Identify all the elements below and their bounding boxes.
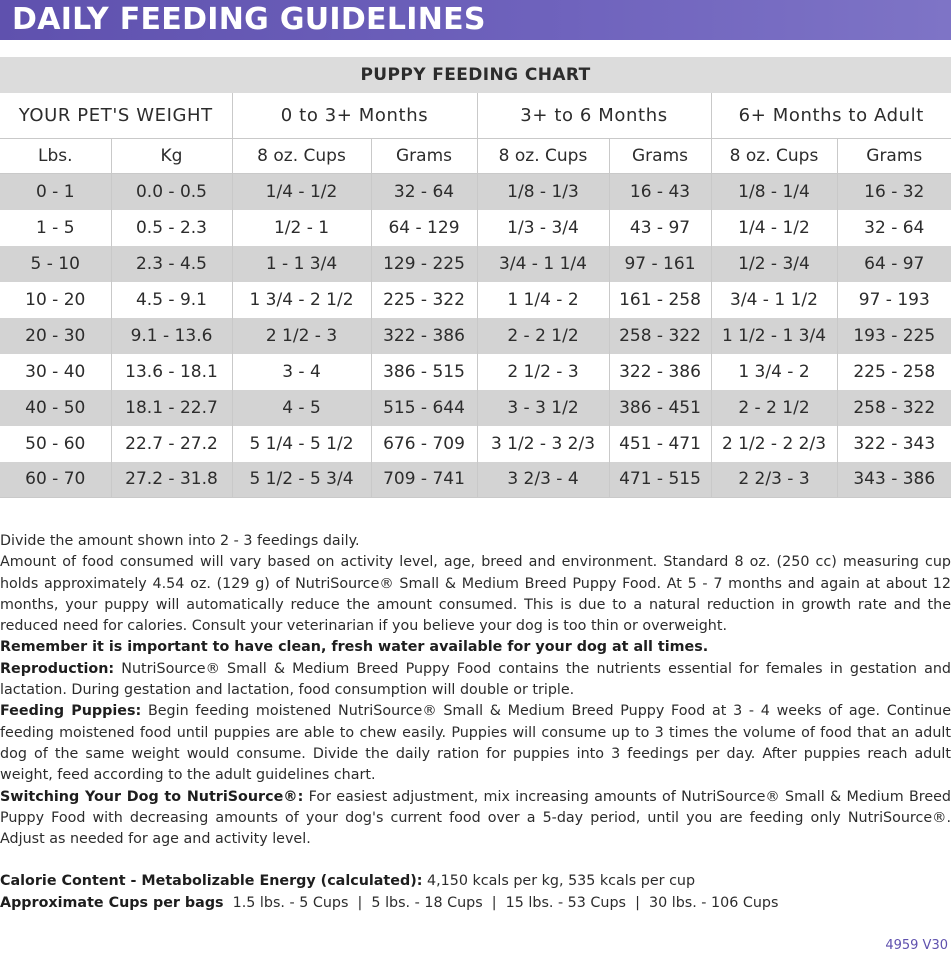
cups-text: 1.5 lbs. - 5 Cups | 5 lbs. - 18 Cups | 15 lbs. - 53 Cups | 30 lbs. - 106 Cups <box>223 894 779 911</box>
spacer <box>0 850 951 871</box>
chart-body <box>0 174 951 498</box>
table-cell: 1 1/2 - 1 3/4 <box>711 318 837 354</box>
table-cell: 5 - 10 <box>0 246 111 282</box>
table-cell: 1/4 - 1/2 <box>232 174 371 210</box>
feeding-puppies-text: Begin feeding moistened NutriSource® Small & Medium Breed Puppy Food at 3 - 4 weeks of age. Continue feeding moistened food until puppies are able to chew easily. Puppies will consume up to 3 times the volume of food that an adult dog of the same weight would consume. Divide the daily ration for puppies into 3 feedings per day. After puppies reach adult weight, feed according to the adult guidelines chart. <box>0 703 951 784</box>
reproduction-text: NutriSource® Small & Medium Breed Puppy Food contains the nutrients essential for females in gestation and lactation. During gestation and lactation, food consumption will double or triple. <box>0 660 951 699</box>
table-cell: 386 - 451 <box>609 390 711 426</box>
unit-header: 8 oz. Cups <box>232 139 371 174</box>
table-cell: 1 3/4 - 2 1/2 <box>232 282 371 318</box>
table-cell: 1/4 - 1/2 <box>711 210 837 246</box>
table-row <box>0 210 951 246</box>
table-cell: 1/8 - 1/3 <box>477 174 609 210</box>
age-group-header: 0 to 3+ Months <box>232 93 477 139</box>
table-cell: 3 2/3 - 4 <box>477 462 609 498</box>
note-reproduction <box>0 659 951 702</box>
table-cell: 1 - 5 <box>35 217 75 238</box>
table-row <box>0 282 951 318</box>
age-group-header: 3+ to 6 Months <box>477 93 711 139</box>
table-cell: 2 1/2 - 2 2/3 <box>711 426 837 462</box>
table-cell: 676 - 709 <box>371 426 477 462</box>
note-water <box>0 637 951 658</box>
chart-title: PUPPY FEEDING CHART <box>0 57 951 93</box>
water-reminder: Remember it is important to have clean, fresh water available for your dog at all times. <box>0 639 709 656</box>
table-cell: 225 - 322 <box>371 282 477 318</box>
table-cell: 3 1/2 - 3 2/3 <box>477 426 609 462</box>
table-cell: 50 - 60 <box>25 433 86 454</box>
table-cell: 32 - 64 <box>371 174 477 210</box>
table-cell: 40 - 50 <box>0 390 111 426</box>
table-cell: 1/2 - 1 <box>232 210 371 246</box>
table-cell: 0.5 - 2.3 <box>111 210 232 246</box>
note-amount: Amount of food consumed will vary based on activity level, age, breed and environment. Standard 8 oz. (250 cc) measuring cup holds approximately 4.54 oz. (129 g) of NutriSource® Small & Medium Breed Puppy Food. At 5 - 7 months and again at about 12 months, your puppy will automatically reduce the amount consumed. This is due to a natural reduction in growth rate and the reduced need for calories. Consult your veterinarian if you believe your dog is too thin or overweight. <box>0 554 951 635</box>
table-cell: 471 - 515 <box>609 462 711 498</box>
table-cell: 10 - 20 <box>25 289 86 310</box>
switching-text: For easiest adjustment, mix increasing amounts of NutriSource® Small & Medium Breed Puppy Food with decreasing amounts of your dog's current food over a 5-day period, until you are feeding only NutriSource®. Adjust as needed for age and activity level. <box>0 788 951 848</box>
table-cell: 64 - 97 <box>837 246 951 282</box>
table-cell: 5 1/2 - 5 3/4 <box>232 462 371 498</box>
table-row <box>0 426 951 462</box>
table-cell: 9.1 - 13.6 <box>111 318 232 354</box>
table-cell: 129 - 225 <box>371 246 477 282</box>
calorie-label: Calorie Content - Metabolizable Energy (calculated): <box>0 873 423 890</box>
table-cell: 258 - 322 <box>837 390 951 426</box>
table-cell: 27.2 - 31.8 <box>111 462 232 498</box>
table-cell: 1 1/4 - 2 <box>477 282 609 318</box>
table-cell: 258 - 322 <box>609 318 711 354</box>
puppy-feeding-chart <box>0 57 951 498</box>
table-cell: 343 - 386 <box>837 462 951 498</box>
table-row <box>0 462 951 498</box>
table-cell: 30 - 40 <box>25 361 86 382</box>
table-cell: 4.5 - 9.1 <box>111 282 232 318</box>
table-cell: 515 - 644 <box>371 390 477 426</box>
age-group-header: 6+ Months to Adult <box>711 93 951 139</box>
calorie-text: 4,150 kcals per kg, 535 kcals per cup <box>422 873 696 890</box>
switching-label: Switching Your Dog to NutriSource®: <box>0 788 304 805</box>
weight-header: YOUR PET'S WEIGHT <box>0 93 232 139</box>
note-feeding-puppies <box>0 701 951 786</box>
table-cell: 0 - 1 <box>0 174 111 210</box>
table-cell: 2 2/3 - 3 <box>711 462 837 498</box>
table-row <box>0 174 951 210</box>
table-cell: 18.1 - 22.7 <box>111 390 232 426</box>
table-cell: 64 - 129 <box>371 210 477 246</box>
table-row <box>0 354 951 390</box>
note-divide: Divide the amount shown into 2 - 3 feedings daily. <box>0 533 360 549</box>
table-cell: 322 - 386 <box>609 354 711 390</box>
feeding-notes <box>0 531 951 914</box>
table-row <box>0 318 951 354</box>
table-cell: 1/3 - 3/4 <box>477 210 609 246</box>
table-cell: 16 - 43 <box>609 174 711 210</box>
table-cell: 97 - 193 <box>837 282 951 318</box>
table-cell: 2 1/2 - 3 <box>477 354 609 390</box>
table-cell: 5 1/4 - 5 1/2 <box>232 426 371 462</box>
table-cell: 13.6 - 18.1 <box>111 354 232 390</box>
table-cell: 43 - 97 <box>609 210 711 246</box>
note-switching <box>0 787 951 851</box>
table-cell: 2 - 2 1/2 <box>711 390 837 426</box>
unit-header: 8 oz. Cups <box>477 139 609 174</box>
table-cell: 322 - 343 <box>837 426 951 462</box>
table-cell: 22.7 - 27.2 <box>111 426 232 462</box>
table-cell: 16 - 32 <box>837 174 951 210</box>
table-cell: 322 - 386 <box>371 318 477 354</box>
table-cell: 1/8 - 1/4 <box>711 174 837 210</box>
table-cell: 161 - 258 <box>609 282 711 318</box>
unit-header: Lbs. <box>0 139 111 174</box>
table-cell: 225 - 258 <box>837 354 951 390</box>
reproduction-label: Reproduction: <box>0 660 115 677</box>
table-row <box>0 390 951 426</box>
unit-header: Grams <box>609 139 711 174</box>
table-cell: 1 - 1 3/4 <box>232 246 371 282</box>
unit-header: Grams <box>837 139 951 174</box>
table-row <box>0 246 951 282</box>
cups-label: Approximate Cups per bags <box>0 894 224 911</box>
table-cell: 3 - 4 <box>232 354 371 390</box>
table-cell: 2.3 - 4.5 <box>111 246 232 282</box>
unit-header: Grams <box>371 139 477 174</box>
table-cell: 32 - 64 <box>837 210 951 246</box>
note-cups-per-bag <box>0 893 951 914</box>
unit-header: Kg <box>111 139 232 174</box>
table-cell: 0.0 - 0.5 <box>111 174 232 210</box>
note-calorie <box>0 871 951 892</box>
table-cell: 2 1/2 - 3 <box>232 318 371 354</box>
table-cell: 3 - 3 1/2 <box>477 390 609 426</box>
table-cell: 20 - 30 <box>0 318 111 354</box>
table-cell: 193 - 225 <box>837 318 951 354</box>
table-cell: 3/4 - 1 1/4 <box>477 246 609 282</box>
table-cell: 386 - 515 <box>371 354 477 390</box>
product-code: 4959 V30 <box>885 938 948 953</box>
table-cell: 4 - 5 <box>232 390 371 426</box>
table-cell: 60 - 70 <box>0 462 111 498</box>
page-title: DAILY FEEDING GUIDELINES <box>12 2 486 37</box>
feeding-puppies-label: Feeding Puppies: <box>0 703 142 720</box>
table-cell: 2 - 2 1/2 <box>477 318 609 354</box>
table-cell: 3/4 - 1 1/2 <box>711 282 837 318</box>
table-cell: 709 - 741 <box>371 462 477 498</box>
table-cell: 1/2 - 3/4 <box>711 246 837 282</box>
table-cell: 451 - 471 <box>609 426 711 462</box>
unit-header: 8 oz. Cups <box>711 139 837 174</box>
header-banner <box>0 0 951 40</box>
table-cell: 1 3/4 - 2 <box>711 354 837 390</box>
table-cell: 97 - 161 <box>609 246 711 282</box>
